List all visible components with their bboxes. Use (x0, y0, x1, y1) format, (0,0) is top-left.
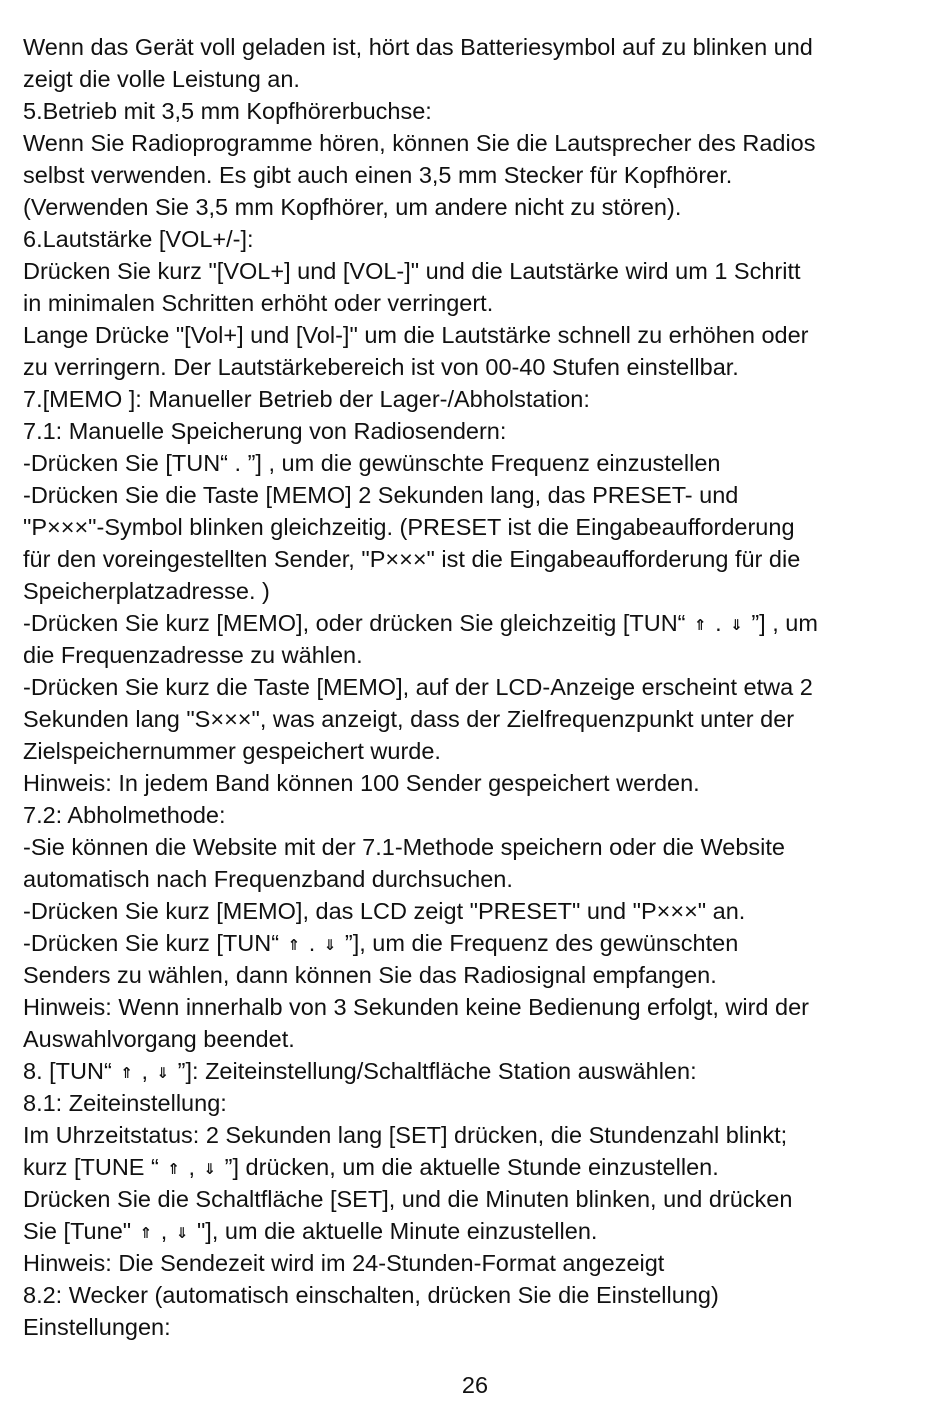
text-line: -Sie können die Website mit der 7.1-Methode speichern oder die Website (23, 834, 785, 860)
text-line: automatisch nach Frequenzband durchsuchen. (23, 866, 513, 892)
text-line: 8.2: Wecker (automatisch einschalten, drücken Sie die Einstellung) (23, 1282, 719, 1308)
text-line: "P×××"-Symbol blinken gleichzeitig. (PRESET ist die Eingabeaufforderung (23, 514, 795, 540)
text-line: Sie [Tune" ⇑ , ⇓ "], um die aktuelle Minute einzustellen. (23, 1215, 928, 1247)
text-line: zu verringern. Der Lautstärkebereich ist von 00-40 Stufen einstellbar. (23, 354, 739, 380)
text-line: 8.1: Zeiteinstellung: (23, 1090, 227, 1116)
text-line: Drücken Sie die Schaltfläche [SET], und die Minuten blinken, und drücken (23, 1186, 793, 1212)
text-line: 8. [TUN“ ⇑ , ⇓ ”]: Zeiteinstellung/Schaltfläche Station auswählen: (23, 1055, 928, 1087)
text-line: Speicherplatzadresse. ) (23, 578, 270, 604)
text-line: Sekunden lang "S×××", was anzeigt, dass der Zielfrequenzpunkt unter der (23, 706, 795, 732)
arrow-down-icon: ⇓ (175, 1225, 189, 1242)
manual-page-body (23, 31, 928, 1343)
text-line: Senders zu wählen, dann können Sie das Radiosignal empfangen. (23, 962, 717, 988)
text-line: die Frequenzadresse zu wählen. (23, 642, 363, 668)
text-line: Einstellungen: (23, 1314, 171, 1340)
text-line: Hinweis: Die Sendezeit wird im 24-Stunden-Format angezeigt (23, 1250, 665, 1276)
page-number: 26 (461, 1372, 489, 1398)
arrow-down-icon: ⇓ (156, 1065, 170, 1082)
text-line: -Drücken Sie kurz [TUN“ ⇑ . ⇓ ”], um die Frequenz des gewünschten (23, 927, 928, 959)
text-line: Drücken Sie kurz "[VOL+] und [VOL-]" und die Lautstärke wird um 1 Schritt (23, 258, 801, 284)
text-line: -Drücken Sie [TUN“ . ”] , um die gewünschte Frequenz einzustellen (23, 450, 721, 476)
arrow-down-icon: ⇓ (730, 617, 743, 634)
arrow-down-icon: ⇓ (203, 1161, 217, 1178)
text-line: für den voreingestellten Sender, "P×××" ist die Eingabeaufforderung für die (23, 546, 801, 572)
text-line: -Drücken Sie kurz die Taste [MEMO], auf der LCD-Anzeige erscheint etwa 2 (23, 674, 813, 700)
text-line: 7.[MEMO ]: Manueller Betrieb der Lager-/Abholstation: (23, 386, 590, 412)
text-line: -Drücken Sie die Taste [MEMO] 2 Sekunden lang, das PRESET- und (23, 482, 739, 508)
text-line: in minimalen Schritten erhöht oder verringert. (23, 290, 494, 316)
text-line: selbst verwenden. Es gibt auch einen 3,5 mm Stecker für Kopfhörer. (23, 162, 733, 188)
text-line: Wenn Sie Radioprogramme hören, können Sie die Lautsprecher des Radios (23, 130, 816, 156)
arrow-up-icon: ⇑ (120, 1065, 133, 1082)
arrow-up-icon: ⇑ (694, 617, 707, 634)
text-line: Zielspeichernummer gespeichert wurde. (23, 738, 441, 764)
text-line: kurz [TUNE “ ⇑ , ⇓ ”] drücken, um die aktuelle Stunde einzustellen. (23, 1151, 928, 1183)
text-line: 5.Betrieb mit 3,5 mm Kopfhörerbuchse: (23, 98, 432, 124)
text-line: Im Uhrzeitstatus: 2 Sekunden lang [SET] drücken, die Stundenzahl blinkt; (23, 1122, 788, 1148)
arrow-up-icon: ⇑ (139, 1225, 153, 1242)
text-line: zeigt die volle Leistung an. (23, 66, 300, 92)
text-line: -Drücken Sie kurz [MEMO], oder drücken Sie gleichzeitig [TUN“ ⇑ . ⇓ ”] , um (23, 607, 928, 639)
text-line: 6.Lautstärke [VOL+/-]: (23, 226, 254, 252)
text-line: Hinweis: Wenn innerhalb von 3 Sekunden keine Bedienung erfolgt, wird der (23, 994, 809, 1020)
text-line: -Drücken Sie kurz [MEMO], das LCD zeigt "PRESET" und "P×××" an. (23, 898, 746, 924)
arrow-up-icon: ⇑ (167, 1161, 180, 1178)
text-line: Auswahlvorgang beendet. (23, 1026, 295, 1052)
text-line: (Verwenden Sie 3,5 mm Kopfhörer, um andere nicht zu stören). (23, 194, 682, 220)
text-line: Lange Drücke "[Vol+] und [Vol-]" um die Lautstärke schnell zu erhöhen oder (23, 322, 809, 348)
text-line: 7.1: Manuelle Speicherung von Radiosendern: (23, 418, 507, 444)
arrow-down-icon: ⇓ (323, 937, 337, 954)
text-line: 7.2: Abholmethode: (23, 802, 226, 828)
text-line: Wenn das Gerät voll geladen ist, hört das Batteriesymbol auf zu blinken und (23, 34, 813, 60)
arrow-up-icon: ⇑ (287, 937, 301, 954)
text-line: Hinweis: In jedem Band können 100 Sender gespeichert werden. (23, 770, 700, 796)
